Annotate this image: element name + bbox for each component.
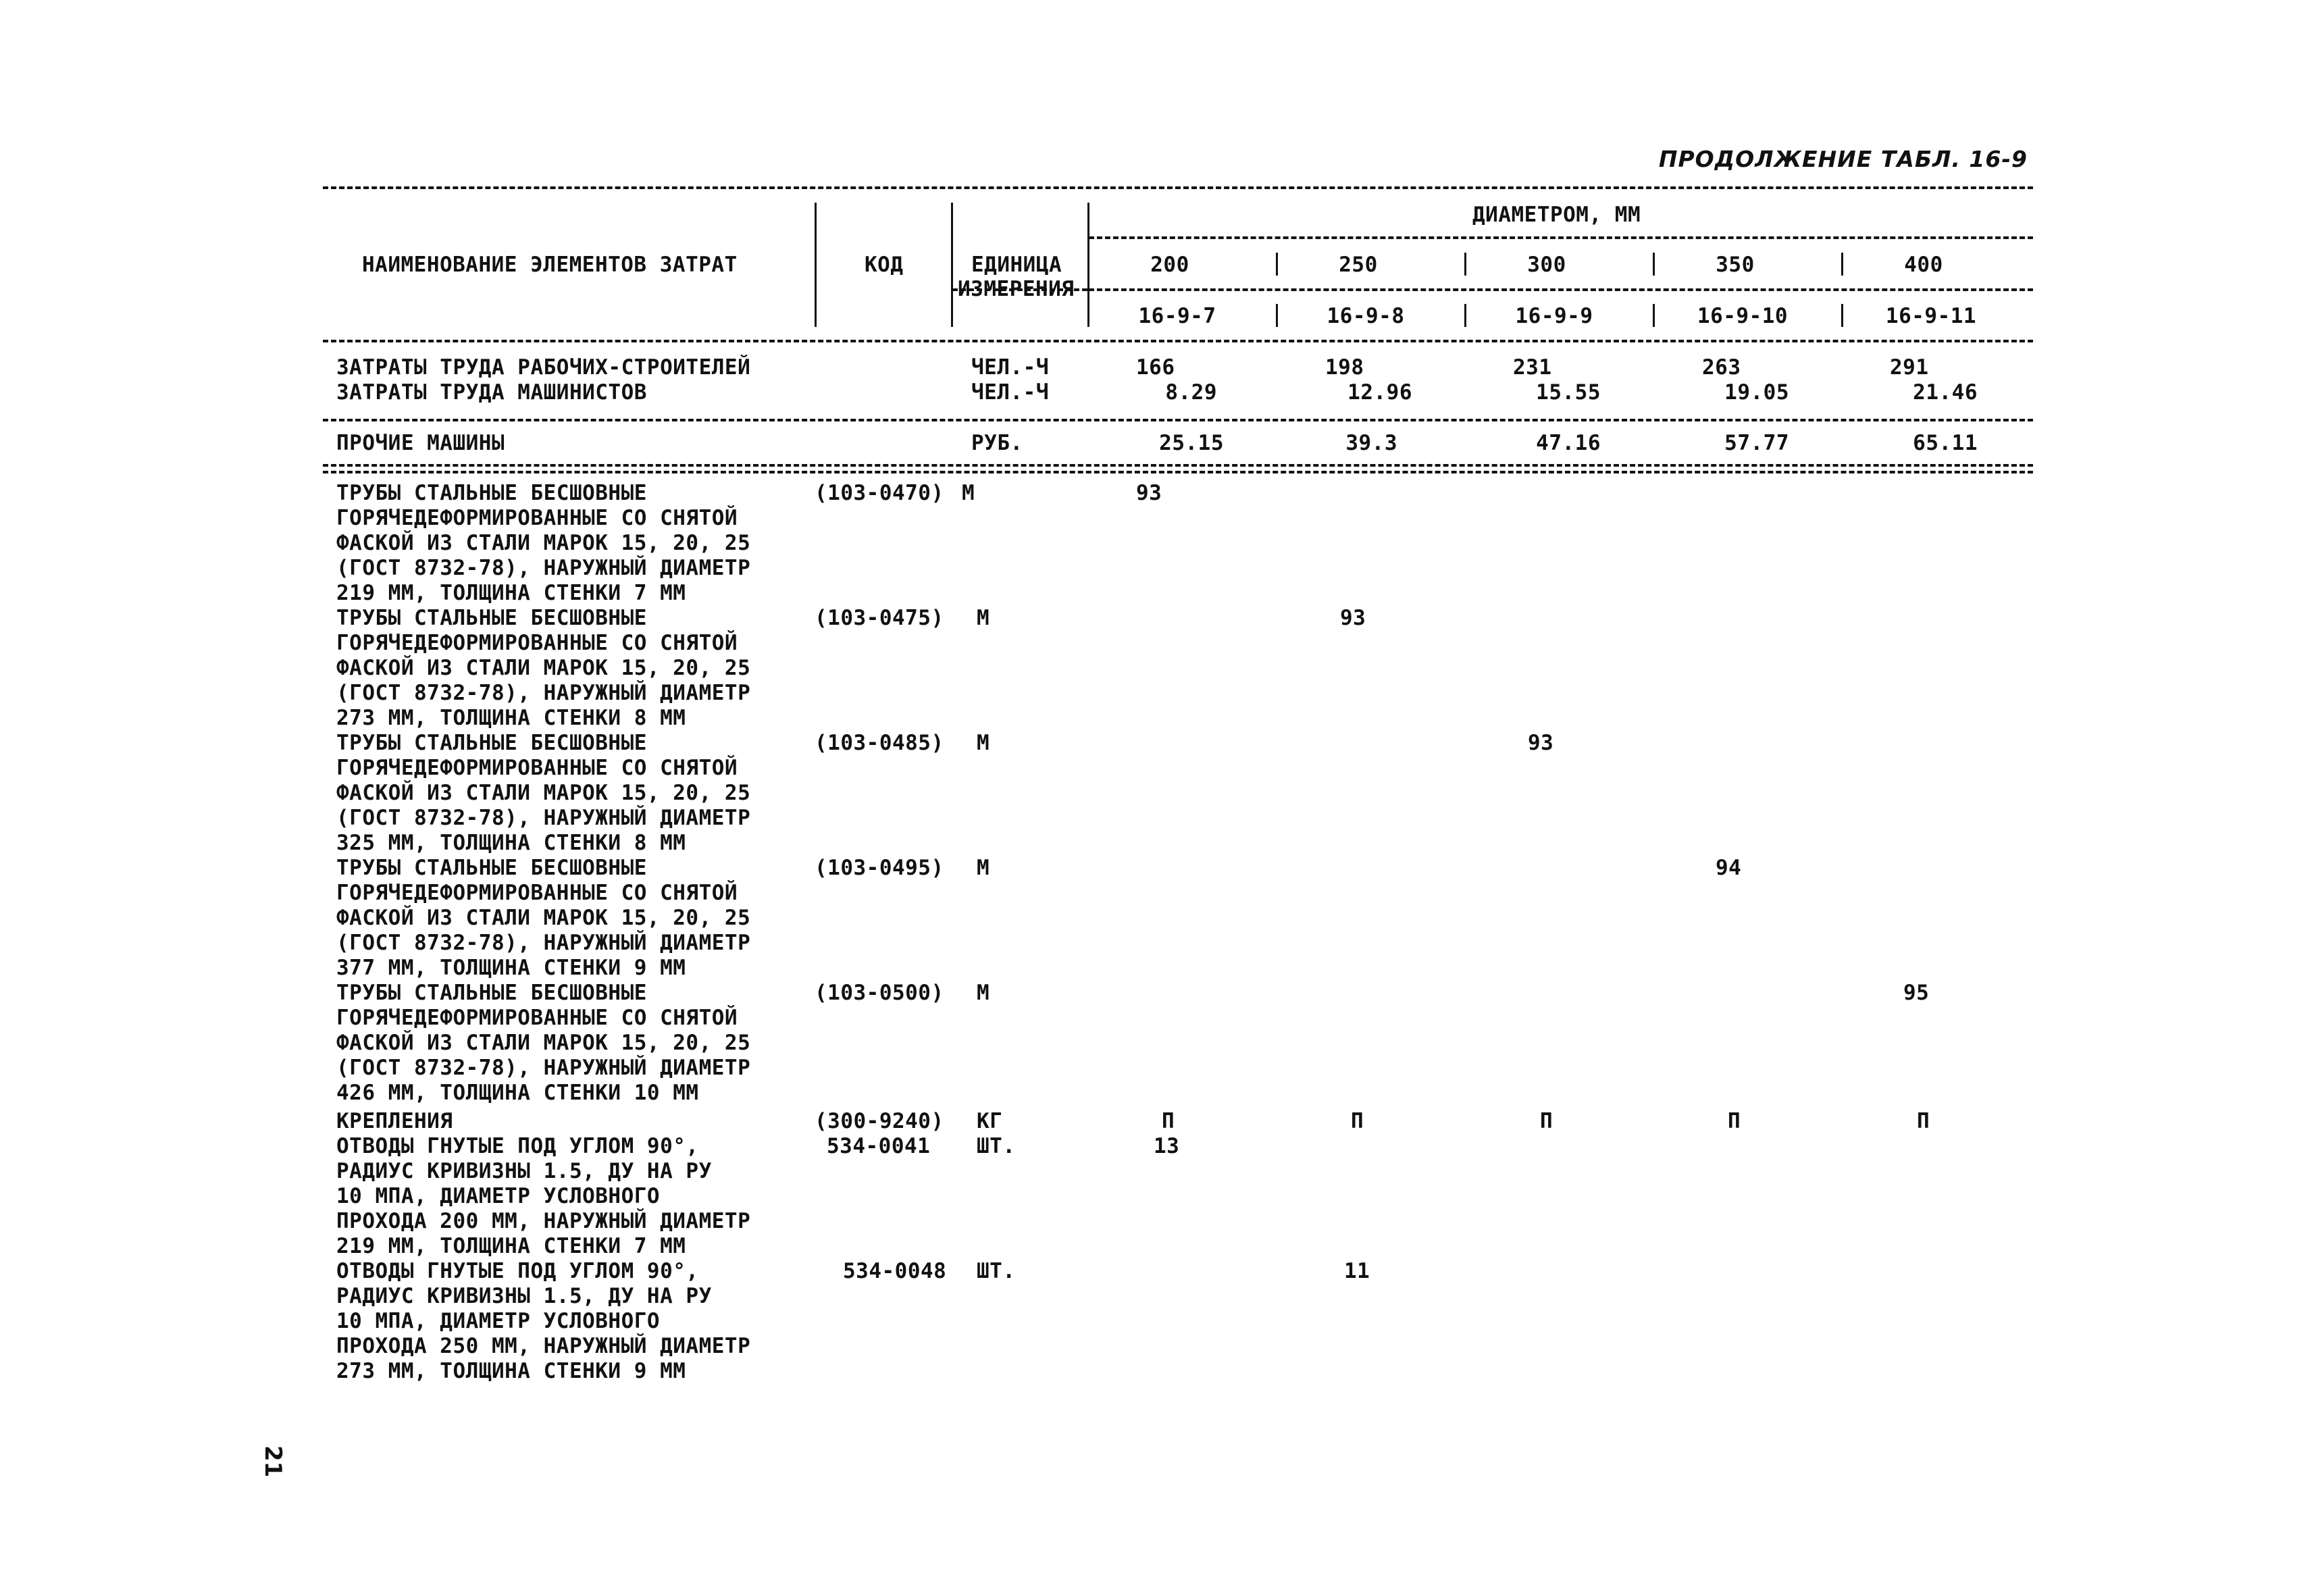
page-number: 21	[259, 1445, 286, 1478]
labor-workers-value-350: 263	[1702, 355, 1741, 380]
material-pipe-377-name: ТРУБЫ СТАЛЬНЫЕ БЕСШОВНЫЕ ГОРЯЧЕДЕФОРМИРОВАННЫЕ СО СНЯТОЙ ФАСКОЙ ИЗ СТАЛИ МАРОК 15, 20, 25 (ГОСТ 8732-78), НАРУЖНЫЙ ДИАМЕТР 377 ММ, ТОЛЩИНА СТЕНКИ 9 ММ	[336, 856, 751, 980]
header-diameter-400: 400	[1904, 253, 1943, 277]
material-pipe-426-unit: М	[977, 981, 990, 1005]
labor-operators-value-300: 15.55	[1536, 380, 1601, 405]
material-pipe-426-name: ТРУБЫ СТАЛЬНЫЕ БЕСШОВНЫЕ ГОРЯЧЕДЕФОРМИРОВАННЫЕ СО СНЯТОЙ ФАСКОЙ ИЗ СТАЛИ МАРОК 15, 20, 25 (ГОСТ 8732-78), НАРУЖНЫЙ ДИАМЕТР 426 ММ, ТОЛЩИНА СТЕНКИ 10 ММ	[336, 981, 751, 1105]
machines-value-300: 47.16	[1536, 431, 1601, 455]
header-code-16-9-11: 16-9-11	[1885, 304, 1977, 328]
labor-operators-unit: ЧЕЛ.-Ч	[971, 380, 1049, 405]
header-code-16-9-9: 16-9-9	[1515, 304, 1593, 328]
material-pipe-377-code: (103-0495)	[815, 856, 944, 880]
bend-200-name: ОТВОДЫ ГНУТЫЕ ПОД УГЛОМ 90°, РАДИУС КРИВИЗНЫ 1.5, ДУ НА РУ 10 МПА, ДИАМЕТР УСЛОВНОГО ПРОХОДА 200 ММ, НАРУЖНЫЙ ДИАМЕТР 219 ММ, ТОЛЩИНА СТЕНКИ 7 ММ	[336, 1134, 751, 1258]
labor-operators-value-400: 21.46	[1913, 380, 1978, 405]
labor-workers-value-250: 198	[1325, 355, 1364, 380]
material-pipe-325-name: ТРУБЫ СТАЛЬНЫЕ БЕСШОВНЫЕ ГОРЯЧЕДЕФОРМИРОВАННЫЕ СО СНЯТОЙ ФАСКОЙ ИЗ СТАЛИ МАРОК 15, 20, 25 (ГОСТ 8732-78), НАРУЖНЫЙ ДИАМЕТР 325 ММ, ТОЛЩИНА СТЕНКИ 8 ММ	[336, 731, 751, 855]
material-pipe-426-value: 95	[1903, 981, 1930, 1005]
header-code-column: КОД	[865, 253, 904, 277]
header-diameter-250: 250	[1339, 253, 1378, 277]
header-unit-column-line2: ИЗМЕРЕНИЯ	[958, 277, 1075, 301]
bend-200-unit: ШТ.	[977, 1134, 1016, 1158]
labor-workers-name: ЗАТРАТЫ ТРУДА РАБОЧИХ-СТРОИТЕЛЕЙ	[336, 355, 751, 380]
bend-250-unit: ШТ.	[977, 1259, 1016, 1283]
col-sep-code-unit	[951, 203, 953, 327]
machines-value-400: 65.11	[1913, 431, 1978, 455]
fasteners-unit: КГ	[977, 1109, 1003, 1133]
bend-250-code: 534-0048	[843, 1259, 947, 1283]
header-top-rule	[323, 186, 2033, 189]
fasteners-code: (300-9240)	[815, 1109, 944, 1133]
material-pipe-325-unit: М	[977, 731, 990, 755]
header-diameter-300: 300	[1527, 253, 1566, 277]
bend-250-value: 11	[1344, 1259, 1370, 1283]
material-pipe-273-unit: М	[977, 606, 990, 630]
header-name-column: НАИМЕНОВАНИЕ ЭЛЕМЕНТОВ ЗАТРАТ	[362, 253, 738, 277]
diameter-group-rule	[1089, 236, 2033, 239]
rule-after-machines-2	[323, 471, 2033, 473]
fasteners-name: КРЕПЛЕНИЯ	[336, 1109, 453, 1133]
material-pipe-377-unit: М	[977, 856, 990, 880]
bend-250-name: ОТВОДЫ ГНУТЫЕ ПОД УГЛОМ 90°, РАДИУС КРИВИЗНЫ 1.5, ДУ НА РУ 10 МПА, ДИАМЕТР УСЛОВНОГО ПРОХОДА 250 ММ, НАРУЖНЫЙ ДИАМЕТР 273 ММ, ТОЛЩИНА СТЕНКИ 9 ММ	[336, 1259, 751, 1383]
labor-operators-name: ЗАТРАТЫ ТРУДА МАШИНИСТОВ	[336, 380, 647, 405]
labor-workers-value-300: 231	[1513, 355, 1552, 380]
material-pipe-273-value: 93	[1340, 606, 1366, 630]
header-code-16-9-10: 16-9-10	[1697, 304, 1789, 328]
rule-after-machines-1	[323, 464, 2033, 467]
material-pipe-219-code: (103-0470)	[815, 481, 944, 505]
material-pipe-273-name: ТРУБЫ СТАЛЬНЫЕ БЕСШОВНЫЕ ГОРЯЧЕДЕФОРМИРОВАННЫЕ СО СНЯТОЙ ФАСКОЙ ИЗ СТАЛИ МАРОК 15, 20, 25 (ГОСТ 8732-78), НАРУЖНЫЙ ДИАМЕТР 273 ММ, ТОЛЩИНА СТЕНКИ 8 ММ	[336, 606, 751, 730]
diameter-codes-rule	[1089, 288, 2033, 291]
bend-200-value: 13	[1154, 1134, 1180, 1158]
fasteners-value-400: П	[1917, 1109, 1930, 1133]
machines-value-350: 57.77	[1724, 431, 1789, 455]
header-diameter-350: 350	[1716, 253, 1755, 277]
header-diameter-group: ДИАМЕТРОМ, ММ	[1472, 203, 1641, 227]
fasteners-value-350: П	[1728, 1109, 1741, 1133]
material-pipe-426-code: (103-0500)	[815, 981, 944, 1005]
material-pipe-325-code: (103-0485)	[815, 731, 944, 755]
material-pipe-325-value: 93	[1528, 731, 1554, 755]
labor-operators-value-200: 8.29	[1165, 380, 1217, 405]
header-code-16-9-7: 16-9-7	[1138, 304, 1216, 328]
table-caption: ПРОДОЛЖЕНИЕ ТАБЛ. 16-9	[1658, 146, 2028, 172]
material-pipe-219-name: ТРУБЫ СТАЛЬНЫЕ БЕСШОВНЫЕ ГОРЯЧЕДЕФОРМИРОВАННЫЕ СО СНЯТОЙ ФАСКОЙ ИЗ СТАЛИ МАРОК 15, 20, 25 (ГОСТ 8732-78), НАРУЖНЫЙ ДИАМЕТР 219 ММ, ТОЛЩИНА СТЕНКИ 7 ММ	[336, 481, 751, 605]
header-unit-column-line1: ЕДИНИЦА	[971, 253, 1062, 277]
labor-workers-unit: ЧЕЛ.-Ч	[971, 355, 1049, 380]
machines-value-200: 25.15	[1159, 431, 1224, 455]
material-pipe-219-value: 93	[1136, 481, 1162, 505]
header-code-16-9-8: 16-9-8	[1327, 304, 1405, 328]
header-diameter-200: 200	[1150, 253, 1189, 277]
labor-workers-value-200: 166	[1136, 355, 1175, 380]
machines-unit: РУБ.	[971, 431, 1023, 455]
machines-value-250: 39.3	[1345, 431, 1397, 455]
header-bottom-rule	[323, 340, 2033, 342]
bend-200-code: 534-0041	[827, 1134, 931, 1158]
machines-name: ПРОЧИЕ МАШИНЫ	[336, 431, 505, 455]
labor-workers-value-400: 291	[1890, 355, 1929, 380]
material-pipe-219-unit: М	[962, 481, 975, 505]
rule-after-labor	[323, 419, 2033, 421]
labor-operators-value-350: 19.05	[1724, 380, 1789, 405]
labor-operators-value-250: 12.96	[1347, 380, 1412, 405]
fasteners-value-300: П	[1540, 1109, 1553, 1133]
material-pipe-377-value: 94	[1716, 856, 1742, 880]
material-pipe-273-code: (103-0475)	[815, 606, 944, 630]
col-sep-name-code	[815, 203, 817, 327]
fasteners-value-250: П	[1351, 1109, 1364, 1133]
fasteners-value-200: П	[1162, 1109, 1175, 1133]
